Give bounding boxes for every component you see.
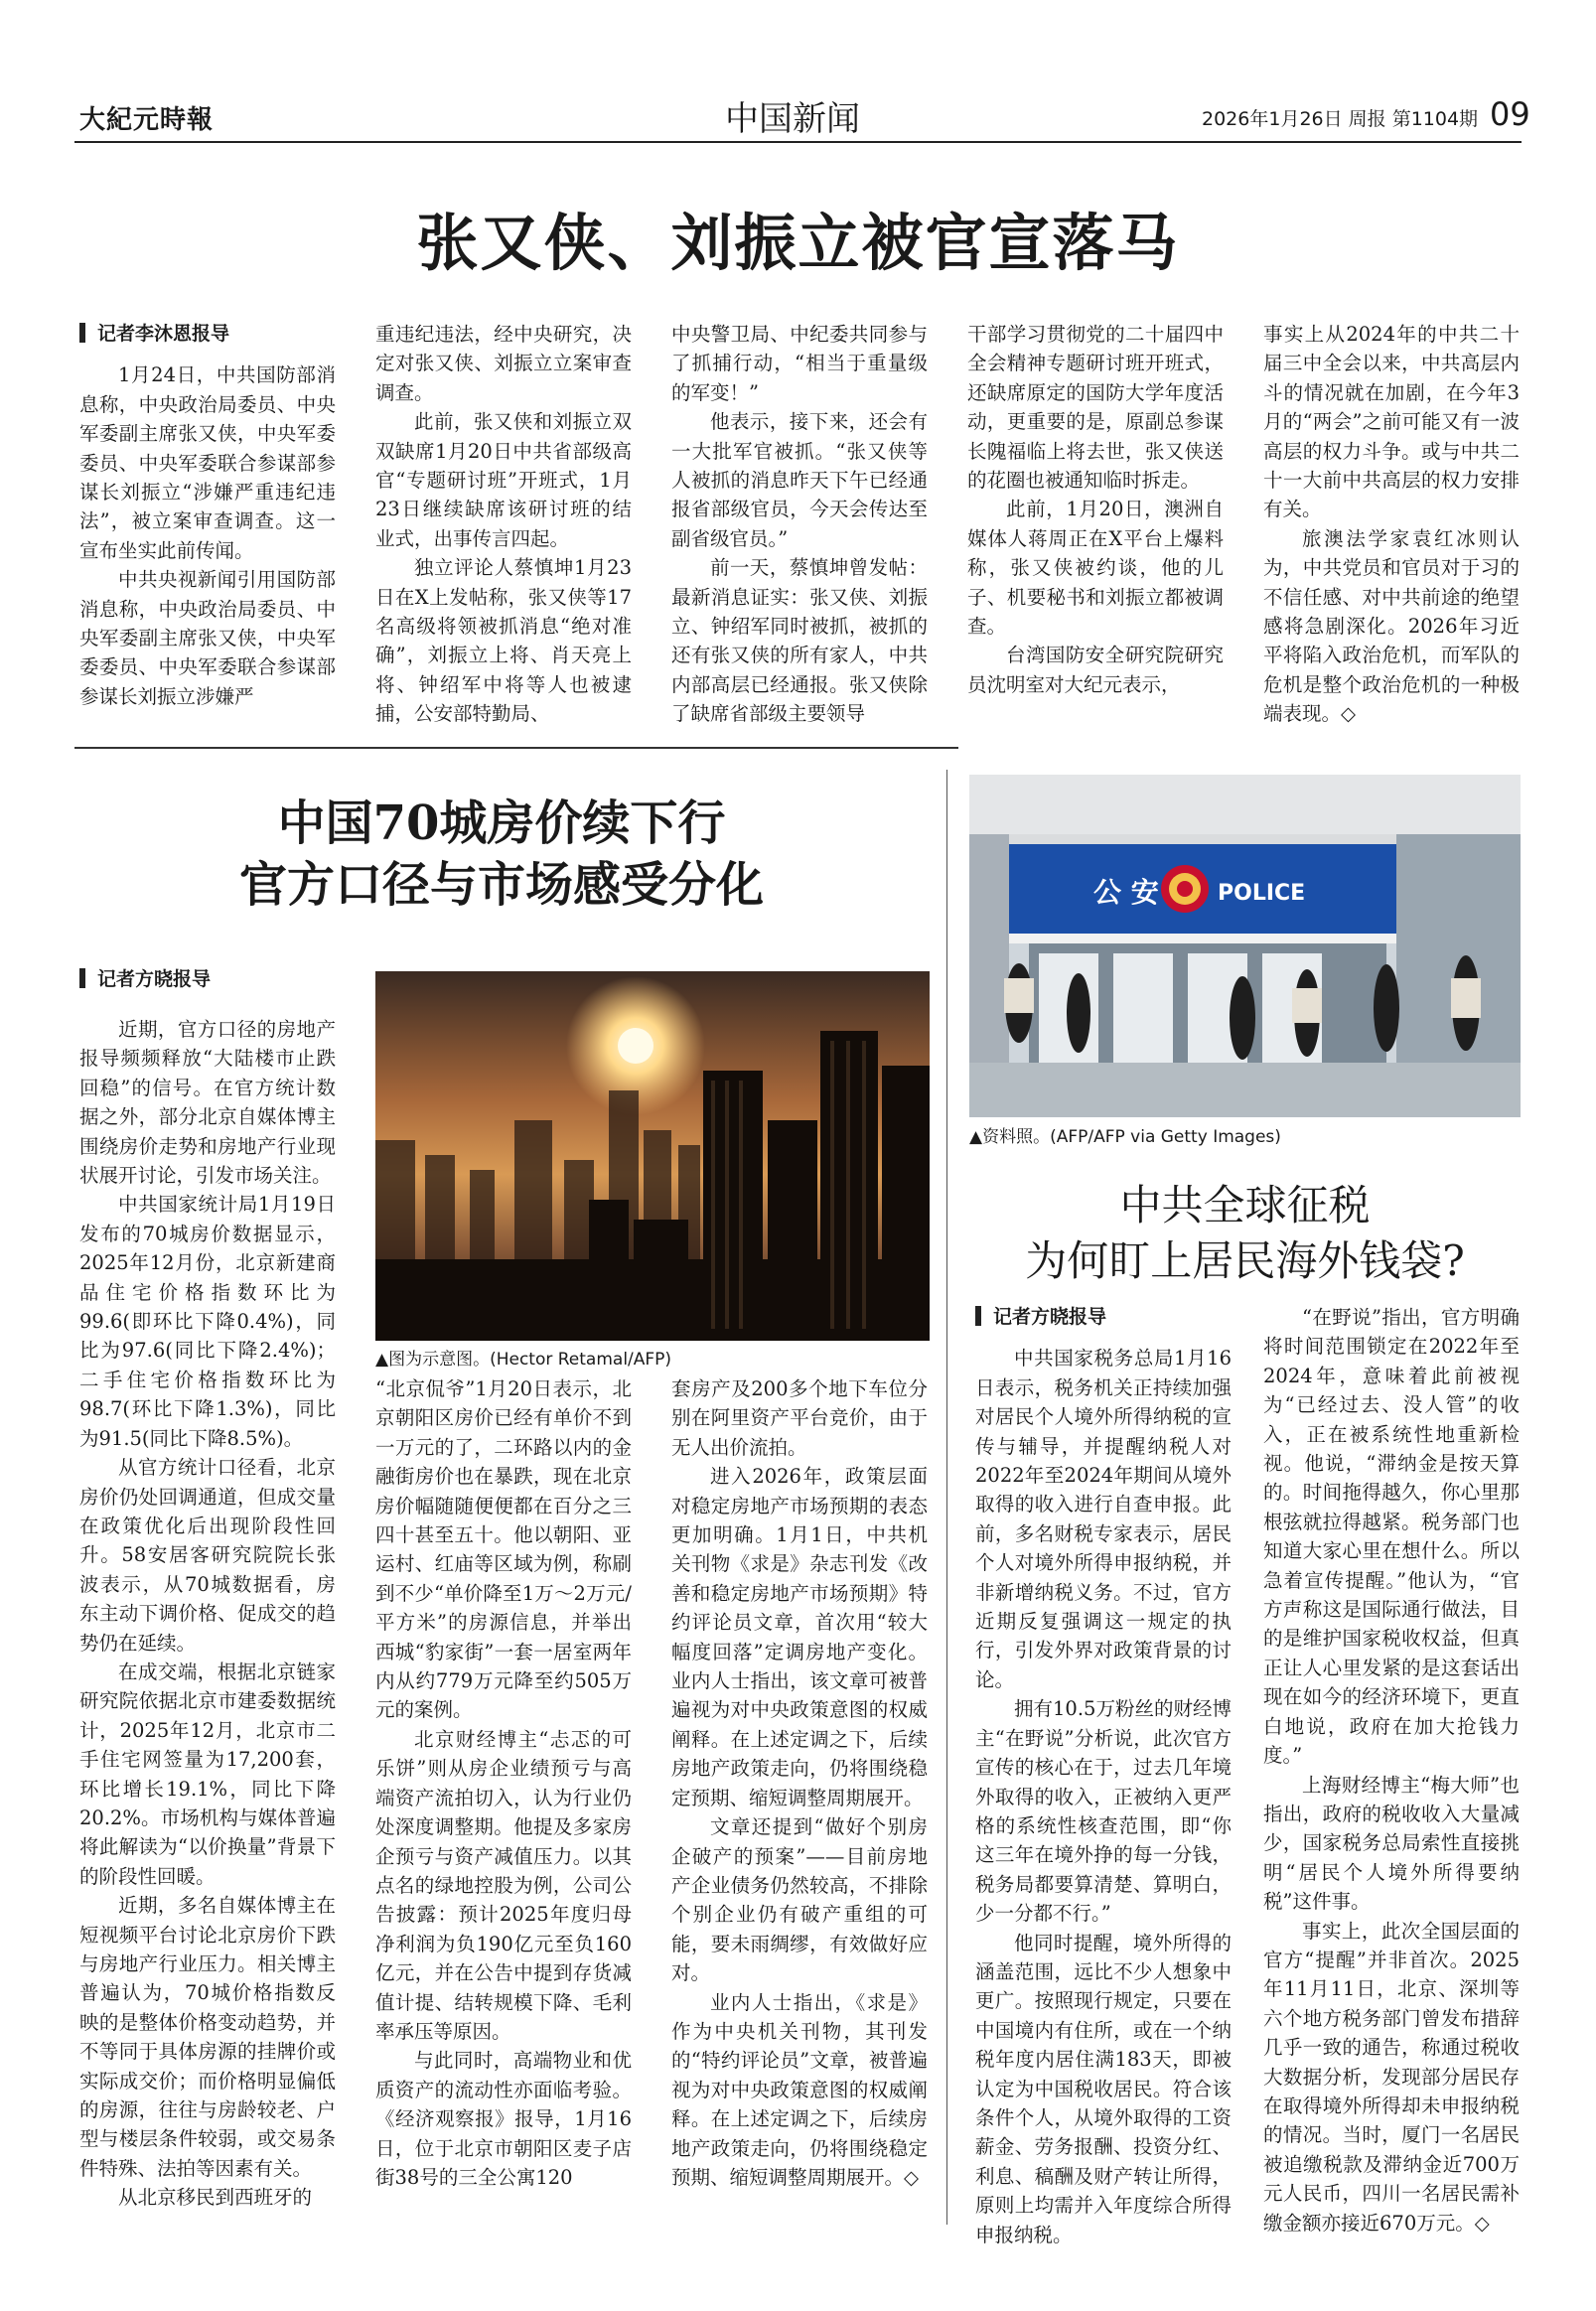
article2-col3: 套房产及200多个地下车位分别在阿里资产平台竞价，由于无人出价流拍。 进入2026年，政策层面对稳定房地产市场预期的表态更加明确。1月1日，中共机关刊物《求是》杂志刊发《改善和稳定房地产市场预期》特约评论员文章，首次用“较大幅度回落”定调房地产变化。业内人士指出，该文章可被普遍视为对中央政策意图的权威阐释。在上述定调之下，后续房地产政策走向，仍将围绕稳定预期、缩短调整周期展开。 文章还提到“做好个别房企破产的预案”——目前房地产企业债务仍然较高，不排除个别企业仍有破产重组的可能，要未雨绸缪，有效做好应对。 业内人士指出，《求是》作为中央机关刊物，其刊发的“特约评论员”文章，被普遍视为对中央政策意图的权威阐释。在上述定调之下，后续房地产政策走向，仍将围绕稳定预期、缩短调整周期展开。◇ [671, 1377, 928, 2189]
police-station-image [969, 775, 1521, 1117]
article3-photo-caption: ▲资料照。(AFP/AFP via Getty Images) [969, 1127, 1281, 1147]
issue-date: 2026年1月26日 周报 第1104期 [1202, 108, 1479, 130]
article1-col2: 重违纪违法，经中央研究，决定对张又侠、刘振立立案审查调查。 此前，张又侠和刘振立双双缺席1月20日中共省部级高官“专题研讨班”开班式，1月23日继续缺席该研讨班的结业式，出事传言四起。 独立评论人蔡慎坤1月23日在X上发帖称，张又侠等17名高级将领被抓消息“绝对准确”，刘振立上将、肖天亮上将、钟绍军中将等人也被逮捕，公安部特勤局、 [375, 323, 632, 726]
article3-byline: 记者方晓报导 [975, 1303, 1232, 1332]
article2-col2: “北京侃爷”1月20日表示，北京朝阳区房价已经有单价不到一万元的了，二环路以内的金融街房价也在暴跌，现在北京房价幅随随便便都在百分之三四十甚至五十。他以朝阳、亚运村、红庙等区域为例，称刷到不少“单价降至1万～2万元/平方米”的房源信息，并举出西城“豹家街”一套一居室两年内从约779万元降至约505万元的案例。 北京财经博主“忐忑的可乐饼”则从房企业绩预亏与高端资产流拍切入，认为行业仍处深度调整期。他提及多家房企预亏与资产减值压力。以其点名的绿地控股为例，公司公告披露：预计2025年度归母净利润为负190亿元至负160亿元，并在公告中提到存货减值计提、结转规模下降、毛利率承压等原因。 与此同时，高端物业和优质资产的流动性亦面临考验。《经济观察报》报导，1月16日，位于北京市朝阳区麦子店街38号的三全公寓120 [375, 1377, 632, 2189]
article3-col2: “在野说”指出，官方明确将时间范围锁定在2022年至2024年，意味着此前被视为“已经过去、没人管”的收入，正在被系统性地重新检视。他说，“滞纳金是按天算的。时间拖得越久，你心里那根弦就拉得越紧。税务部门也知道大家心里在想什么。所以急着宣传提醒。”他认为，“官方声称这是国际通行做法，目的是维护国家税收权益，但真正让人心里发紧的是这套话出现在如今的经济环境下，更直白地说，政府在加大抢钱力度。” 上海财经博主“梅大师”也指出，政府的税收收入大量减少，国家税务总局索性直接挑明“居民个人境外所得要纳税”这件事。 事实上，此次全国层面的官方“提醒”并非首次。2025年11月11日，北京、深圳等六个地方税务部门曾发布措辞几乎一致的通告，称通过税收大数据分析，发现部分居民存在取得境外所得却未申报纳税的情况。当时，厦门一名居民被追缴税款及滞纳金近700万元人民币，四川一名居民需补缴金额亦接近670万元。◇ [1263, 1306, 1520, 2235]
article2-byline: 记者方晓报导 [79, 965, 336, 994]
article2-photo-caption: ▲图为示意图。(Hector Retamal/AFP) [375, 1350, 672, 1370]
article1-byline: 记者李沐恩报导 [79, 320, 336, 349]
article1-col1-body: 1月24日，中共国防部消息称，中央政治局委员、中央军委副主席张又侠，中央军委委员、中央军委联合参谋部参谋长刘振立“涉嫌严重违纪违法”，被立案审查调查。这一宣布坐实此前传闻。 中共央视新闻引用国防部消息称，中央政治局委员、中央军委副主席张又侠，中央军委委员、中央军委联合参谋部参谋长刘振立涉嫌严 [79, 363, 336, 708]
police-sign-english: POLICE [1218, 881, 1306, 906]
article2-photo [375, 971, 930, 1341]
article1-headline: 张又侠、刘振立被官宣落马 [416, 207, 1180, 279]
section-title: 中国新闻 [725, 99, 860, 139]
page-number: 09 [1490, 95, 1530, 133]
section-divider-left [74, 747, 958, 749]
article2-byline-wrap [79, 965, 336, 1015]
article3-headline: 中共全球征税 为何盯上居民海外钱袋? [1025, 1181, 1465, 1285]
header-divider [74, 141, 1522, 143]
sunset-skyline-image [375, 971, 930, 1341]
article2-headline: 中国70城房价续下行 官方口径与市场感受分化 [238, 795, 764, 913]
masthead-logo: 大紀元時報 [79, 105, 215, 135]
article3-col1 [975, 1303, 1232, 2246]
article1-col4: 干部学习贯彻党的二十届四中全会精神专题研讨班开班式，还缺席原定的国防大学年度活动，更重要的是，原副总参谋长隗福临上将去世，张又侠送的花圈也被通知临时拆走。 此前，1月20日，澳洲自媒体人蒋周正在X平台上爆料称，张又侠被约谈，他的儿子、机要秘书和刘振立都被调查。 台湾国防安全研究院研究员沈明室对大纪元表示， [967, 323, 1224, 696]
article1-col5: 事实上从2024年的中共二十届三中全会以来，中共高层内斗的情况就在加剧，在今年3月的“两会”之前可能又有一波高层的权力斗争。或与中共二十一大前中共高层的权力安排有关。 旅澳法学家袁红冰则认为，中共党员和官员对于习的不信任感、对中共前途的绝望感将急剧深化。2026年习近平将陷入政治危机，而军队的危机是整个政治危机的一种极端表现。◇ [1263, 323, 1520, 726]
article2-col1: 近期，官方口径的房地产报导频频释放“大陆楼市止跌回稳”的信号。在官方统计数据之外，部分北京自媒体博主围绕房价走势和房地产行业现状展开讨论，引发市场关注。 中共国家统计局1月19日发布的70城房价数据显示，2025年12月份，北京新建商品住宅价格指数环比为99.6(即环比下降0.4%)，同比为97.6(同比下降2.4%)；二手住宅价格指数环比为98.7(环比下降1.3%)，同比为91.5(同比下降8.5%)。 从官方统计口径看，北京房价仍处回调通道，但成交量在政策优化后出现阶段性回升。58安居客研究院院长张波表示，从70城数据看，房东主动下调价格、促成交的趋势仍在延续。 在成交端，根据北京链家研究院依据北京市建委数据统计，2025年12月，北京市二手住宅网签量为17,200套，环比增长19.1%，同比下降20.2%。市场机构与媒体普遍将此解读为“以价换量”背景下的阶段性回暖。 近期，多名自媒体博主在短视频平台讨论北京房价下跌与房地产行业压力。相关博主普遍认为，70城价格指数反映的是整体价格变动趋势，并不等同于具体房源的挂牌价或实际成交价；而价格明显偏低的房源，往往与房龄较老、户型与楼层条件较弱，或交易条件特殊、法拍等因素有关。 从北京移民到西班牙的 [79, 1018, 336, 2210]
article3-photo [969, 775, 1521, 1117]
article1-col3: 中央警卫局、中纪委共同参与了抓捕行动，“相当于重量级的军变！” 他表示，接下来，还会有一大批军官被抓。“张又侠等人被抓的消息昨天下午已经通报省部级官员，今天会传达至副省级官员。” 前一天，蔡慎坤曾发帖：最新消息证实：张又侠、刘振立、钟绍军同时被抓，被抓的还有张又侠的所有家人，中共内部高层已经通报。张又侠除了缺席省部级主要领导 [671, 323, 928, 726]
article3-col1-body: 中共国家税务总局1月16日表示，税务机关正持续加强对居民个人境外所得纳税的宣传与辅导，并提醒纳税人对2022年至2024年期间从境外取得的收入进行自查申报。此前，多名财税专家表示，居民个人对境外所得申报纳税，并非新增纳税义务。不过，官方近期反复强调这一规定的执行，引发外界对政策背景的讨论。 拥有10.5万粉丝的财经博主“在野说”分析说，此次官方宣传的核心在于，过去几年境外取得的收入，正被纳入更严格的系统性核查范围，即“你这三年在境外挣的每一分钱，税务局都要算清楚、算明白，少一分都不行。” 他同时提醒，境外所得的涵盖范围，远比不少人想象中更广。按照现行规定，只要在中国境内有住所，或在一个纳税年度内居住满183天，即被认定为中国税收居民。符合该条件个人，从境外取得的工资薪金、劳务报酬、投资分红、利息、稿酬及财产转让所得，原则上均需并入年度综合所得申报纳税。 [975, 1347, 1232, 2246]
column-divider [946, 770, 947, 2225]
article1-col1 [79, 320, 336, 717]
police-sign-chinese: 公 安 [1093, 876, 1159, 909]
